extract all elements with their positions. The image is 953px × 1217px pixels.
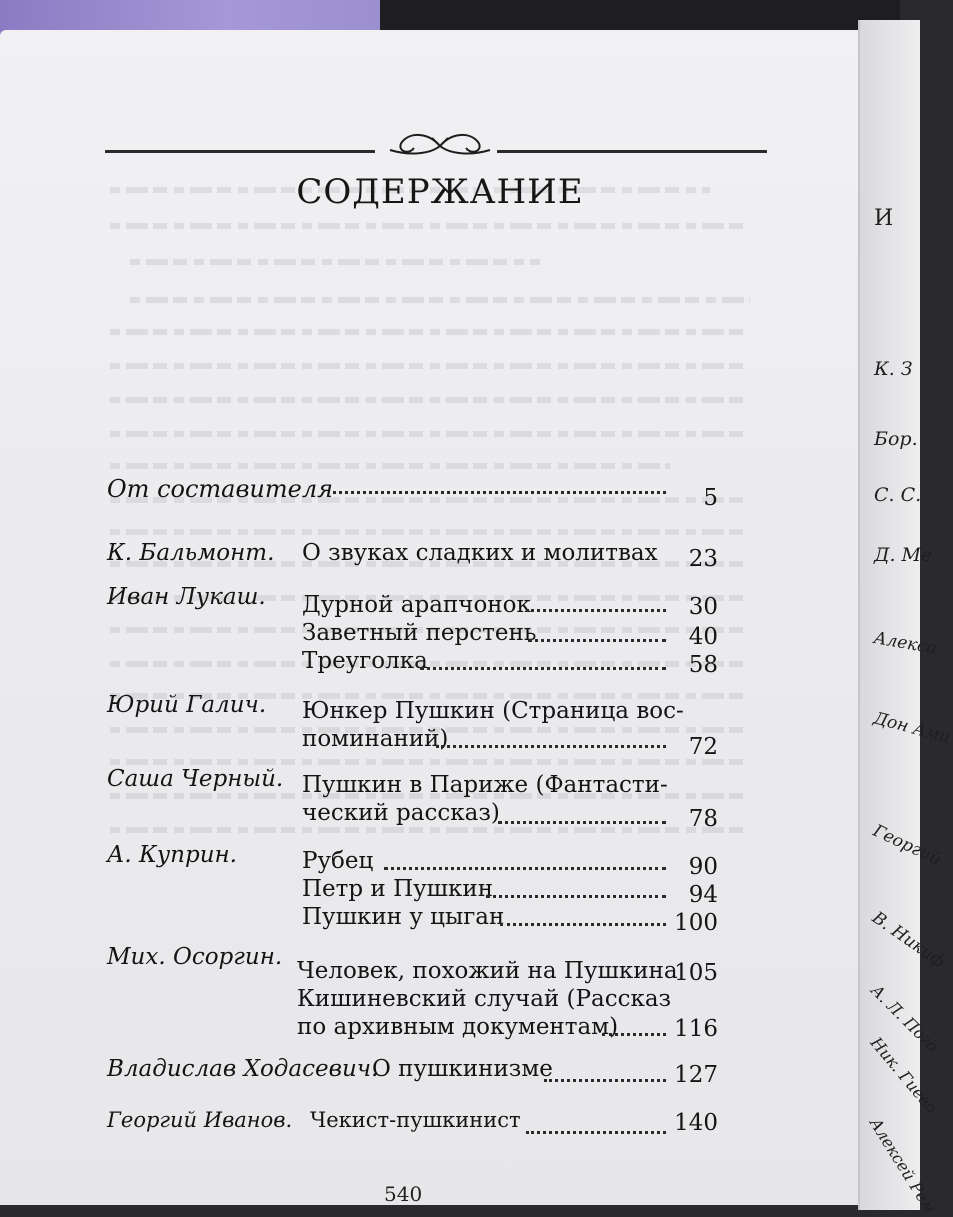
toc-title: Пушкин в Париже (Фантасти- <box>302 772 668 798</box>
toc-dots <box>498 818 666 824</box>
toc-dots <box>500 920 666 926</box>
page-footer-number: 540 <box>384 1182 423 1206</box>
adjacent-page-text: Ник. Гиево <box>866 1033 942 1118</box>
toc-title: Человек, похожий на Пушкина <box>297 958 678 984</box>
adjacent-page-text: Алекса <box>872 628 939 659</box>
toc-author: От составителя <box>107 475 334 503</box>
toc-dots <box>436 742 666 748</box>
toc-dots <box>384 864 666 870</box>
toc-page-number: 140 <box>674 1110 718 1136</box>
toc-title-continued: ческий рассказ) <box>302 800 500 826</box>
toc-page-number: 72 <box>688 734 718 760</box>
toc-title: Юнкер Пушкин (Страница вос- <box>302 698 684 724</box>
adjacent-page-text: Георгий <box>869 820 945 870</box>
page-title: СОДЕРЖАНИЕ <box>296 172 584 212</box>
toc-title: Дурной арапчонок <box>302 592 531 618</box>
toc-title: Кишиневский случай (Рассказ <box>297 986 672 1012</box>
toc-page-number: 78 <box>688 806 718 832</box>
toc-title: О звуках сладких и молитвах <box>302 540 658 566</box>
adjacent-page-text: И <box>874 206 894 231</box>
toc-page-number: 94 <box>688 882 718 908</box>
toc-page-number: 100 <box>674 910 718 936</box>
toc-page-number: 90 <box>688 854 718 880</box>
toc-title-continued: поминаний) <box>302 726 449 752</box>
toc-dots <box>486 892 666 898</box>
adjacent-page-text: Д. Ме <box>874 544 933 566</box>
toc-page-number: 116 <box>674 1016 718 1042</box>
toc-dots <box>333 488 666 494</box>
toc-author: Юрий Галич. <box>107 692 267 718</box>
toc-title: Петр и Пушкин <box>302 876 494 902</box>
toc-page-number: 40 <box>688 624 718 650</box>
toc-page-number: 5 <box>703 485 718 511</box>
toc-author: Владислав Ходасевич. <box>107 1056 379 1082</box>
toc-dots <box>420 664 666 670</box>
adjacent-page-text: Дон Ами <box>871 708 953 748</box>
toc-dots <box>528 636 666 642</box>
toc-author: Саша Черный. <box>107 766 284 792</box>
toc-author: Мих. Осоргин. <box>107 944 283 970</box>
toc-dots <box>526 1128 666 1134</box>
toc-dots <box>526 606 666 612</box>
toc-title: О пушкинизме <box>372 1056 553 1082</box>
toc-page-number: 30 <box>688 594 718 620</box>
toc-title: Рубец <box>302 848 374 874</box>
header-rule-right <box>497 150 767 153</box>
toc-page-number: 105 <box>674 960 718 986</box>
toc-page-number: 23 <box>688 546 718 572</box>
adjacent-page-text: Бор. <box>874 428 918 450</box>
header-rule-left <box>105 150 375 153</box>
adjacent-page-text: С. С. <box>874 484 922 506</box>
adjacent-page-text: К. З <box>874 358 913 380</box>
toc-title: Чекист-пушкинист <box>310 1108 521 1132</box>
toc-title: Заветный перстень <box>302 620 537 646</box>
toc-author: Иван Лукаш. <box>107 584 266 610</box>
toc-author: К. Бальмонт. <box>107 540 275 566</box>
toc-title: Треуголка <box>302 648 428 674</box>
toc-title-continued: по архивным документам) <box>297 1014 619 1040</box>
toc-page-number: 58 <box>688 652 718 678</box>
toc-title: Пушкин у цыган <box>302 904 505 930</box>
toc-author: Георгий Иванов. <box>107 1108 293 1132</box>
adjacent-page-text: Алексей Рем <box>865 1114 940 1217</box>
adjacent-page-text: В. Никиф <box>868 907 949 973</box>
ornament-icon <box>380 126 500 162</box>
toc-author: А. Куприн. <box>107 842 237 868</box>
adjacent-page-text: А. Л. Пого <box>867 980 943 1056</box>
toc-page-number: 127 <box>674 1062 718 1088</box>
